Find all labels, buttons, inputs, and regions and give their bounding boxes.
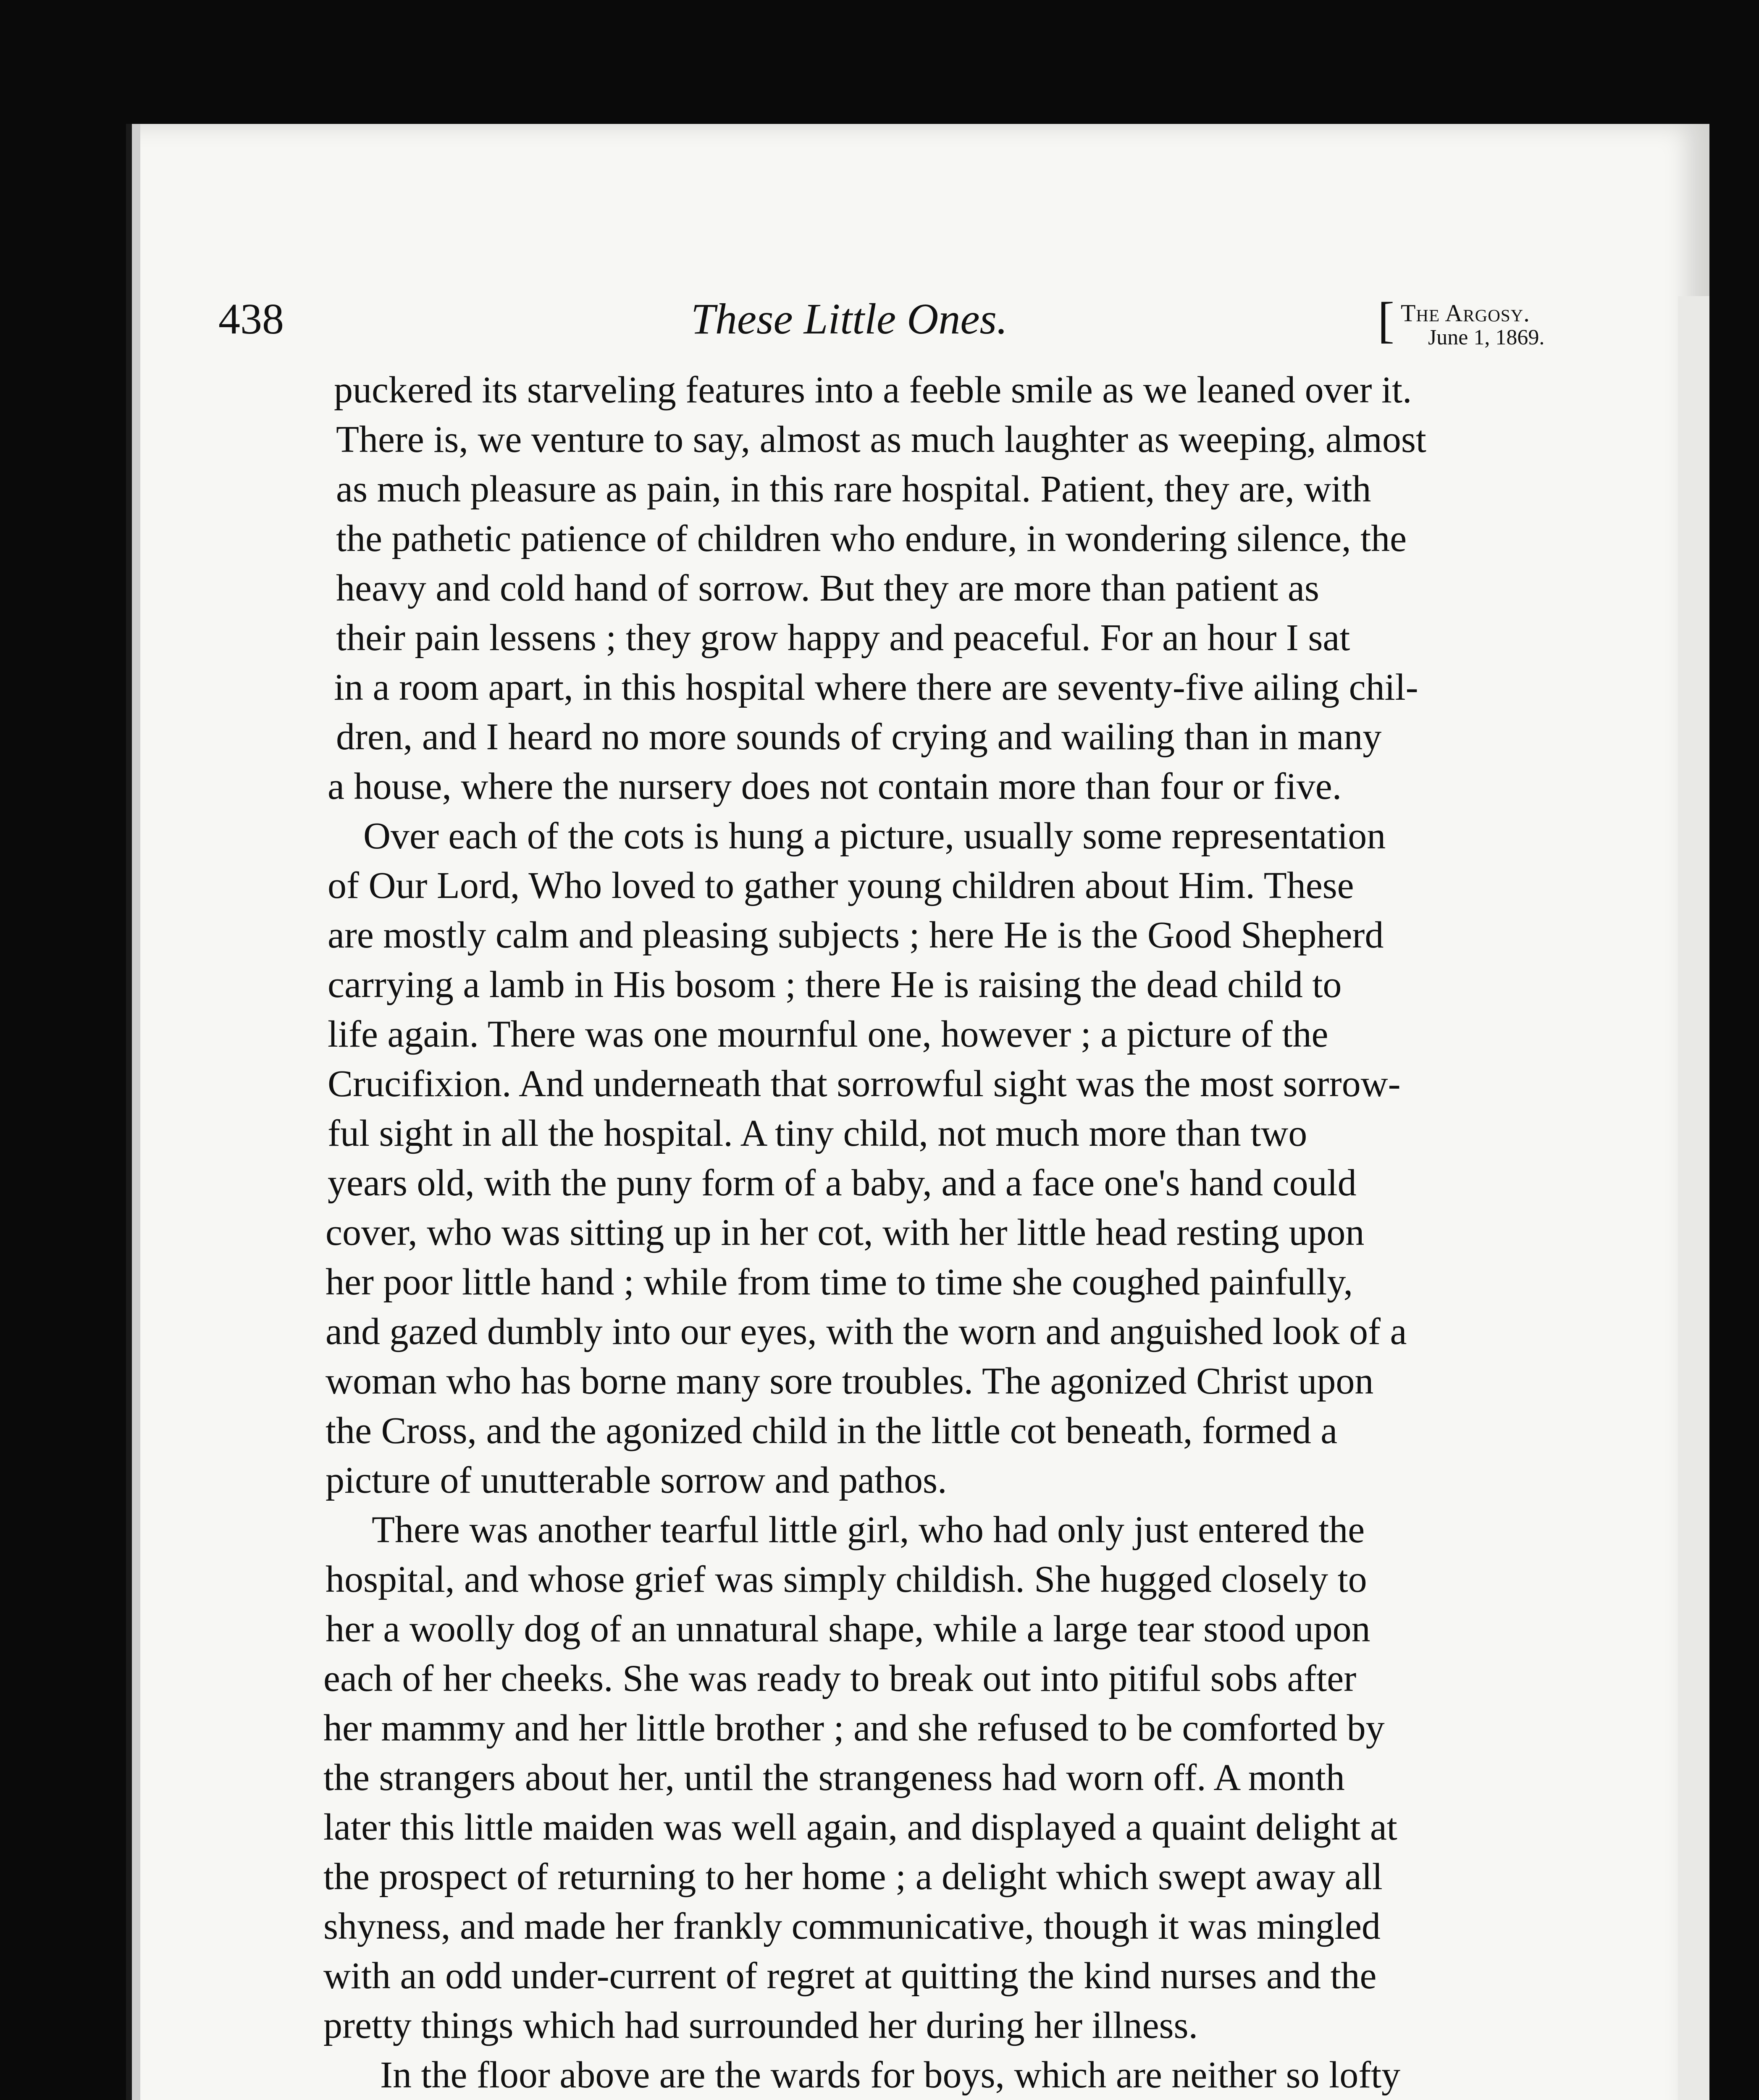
text-line: the strangers about her, until the strangeness had worn off. A month: [323, 1757, 1345, 1798]
running-title: These Little Ones.: [691, 295, 1008, 343]
text-line: There was another tearful little girl, who had only just entered the: [372, 1509, 1365, 1551]
text-line: the pathetic patience of children who endure, in wondering silence, the: [336, 518, 1407, 559]
text-line: woman who has borne many sore troubles. The agonized Christ upon: [326, 1360, 1374, 1402]
text-line: life again. There was one mournful one, however ; a picture of the: [328, 1013, 1328, 1055]
text-line: Over each of the cots is hung a picture, usually some representation: [363, 815, 1386, 857]
bracket-glyph: [: [1378, 292, 1394, 348]
page-number: 438: [218, 295, 284, 343]
text-line: dren, and I heard no more sounds of crying and wailing than in many: [336, 716, 1382, 758]
text-line: heavy and cold hand of sorrow. But they are more than patient as: [336, 567, 1319, 609]
text-line: There is, we venture to say, almost as much laughter as weeping, almost: [336, 419, 1426, 460]
text-line: years old, with the puny form of a baby, and a face one's hand could: [328, 1162, 1357, 1204]
text-line: her a woolly dog of an unnatural shape, while a large tear stood upon: [326, 1608, 1370, 1650]
text-line: shyness, and made her frankly communicative, though it was mingled: [323, 1906, 1381, 1947]
text-line: later this little maiden was well again, and displayed a quaint delight at: [323, 1806, 1397, 1848]
text-line: of Our Lord, Who loved to gather young children about Him. These: [328, 865, 1354, 906]
text-line: as much pleasure as pain, in this rare hospital. Patient, they are, with: [336, 468, 1371, 510]
text-line: a house, where the nursery does not contain more than four or five.: [328, 766, 1342, 807]
text-line: the prospect of returning to her home ; a delight which swept away all: [323, 1856, 1383, 1898]
text-line: each of her cheeks. She was ready to break out into pitiful sobs after: [323, 1658, 1357, 1699]
page-header: [218, 294, 1575, 357]
text-line: hospital, and whose grief was simply childish. She hugged closely to: [326, 1559, 1367, 1600]
text-line: puckered its starveling features into a feeble smile as we leaned over it.: [334, 369, 1412, 411]
text-line: picture of unutterable sorrow and pathos.: [326, 1460, 947, 1501]
issue-date: June 1, 1869.: [1428, 326, 1545, 349]
text-line: her mammy and her little brother ; and she refused to be comforted by: [323, 1707, 1385, 1749]
text-line: are mostly calm and pleasing subjects ; here He is the Good Shepherd: [328, 914, 1384, 956]
text-line: cover, who was sitting up in her cot, with her little head resting upon: [326, 1212, 1365, 1253]
text-line: in a room apart, in this hospital where there are seventy-five ailing chil-: [334, 667, 1418, 708]
text-line: their pain lessens ; they grow happy and peaceful. For an hour I sat: [336, 617, 1350, 659]
text-line: ful sight in all the hospital. A tiny child, not much more than two: [328, 1113, 1307, 1154]
text-line: In the floor above are the wards for boys, which are neither so lofty: [380, 2054, 1401, 2096]
text-line: Crucifixion. And underneath that sorrowful sight was the most sorrow-: [328, 1063, 1401, 1105]
publication-name: The Argosy.: [1401, 299, 1530, 327]
body-text: [323, 365, 1594, 2100]
text-line: carrying a lamb in His bosom ; there He is raising the dead child to: [328, 964, 1342, 1005]
text-line: pretty things which had surrounded her during her illness.: [323, 2005, 1198, 2046]
text-line: her poor little hand ; while from time to time she coughed painfully,: [326, 1261, 1353, 1303]
text-line: and gazed dumbly into our eyes, with the worn and anguished look of a: [326, 1311, 1407, 1352]
text-line: the Cross, and the agonized child in the little cot beneath, formed a: [326, 1410, 1338, 1452]
text-line: with an odd under-current of regret at quitting the kind nurses and the: [323, 1955, 1377, 1997]
next-page-edge: [1678, 296, 1709, 2100]
